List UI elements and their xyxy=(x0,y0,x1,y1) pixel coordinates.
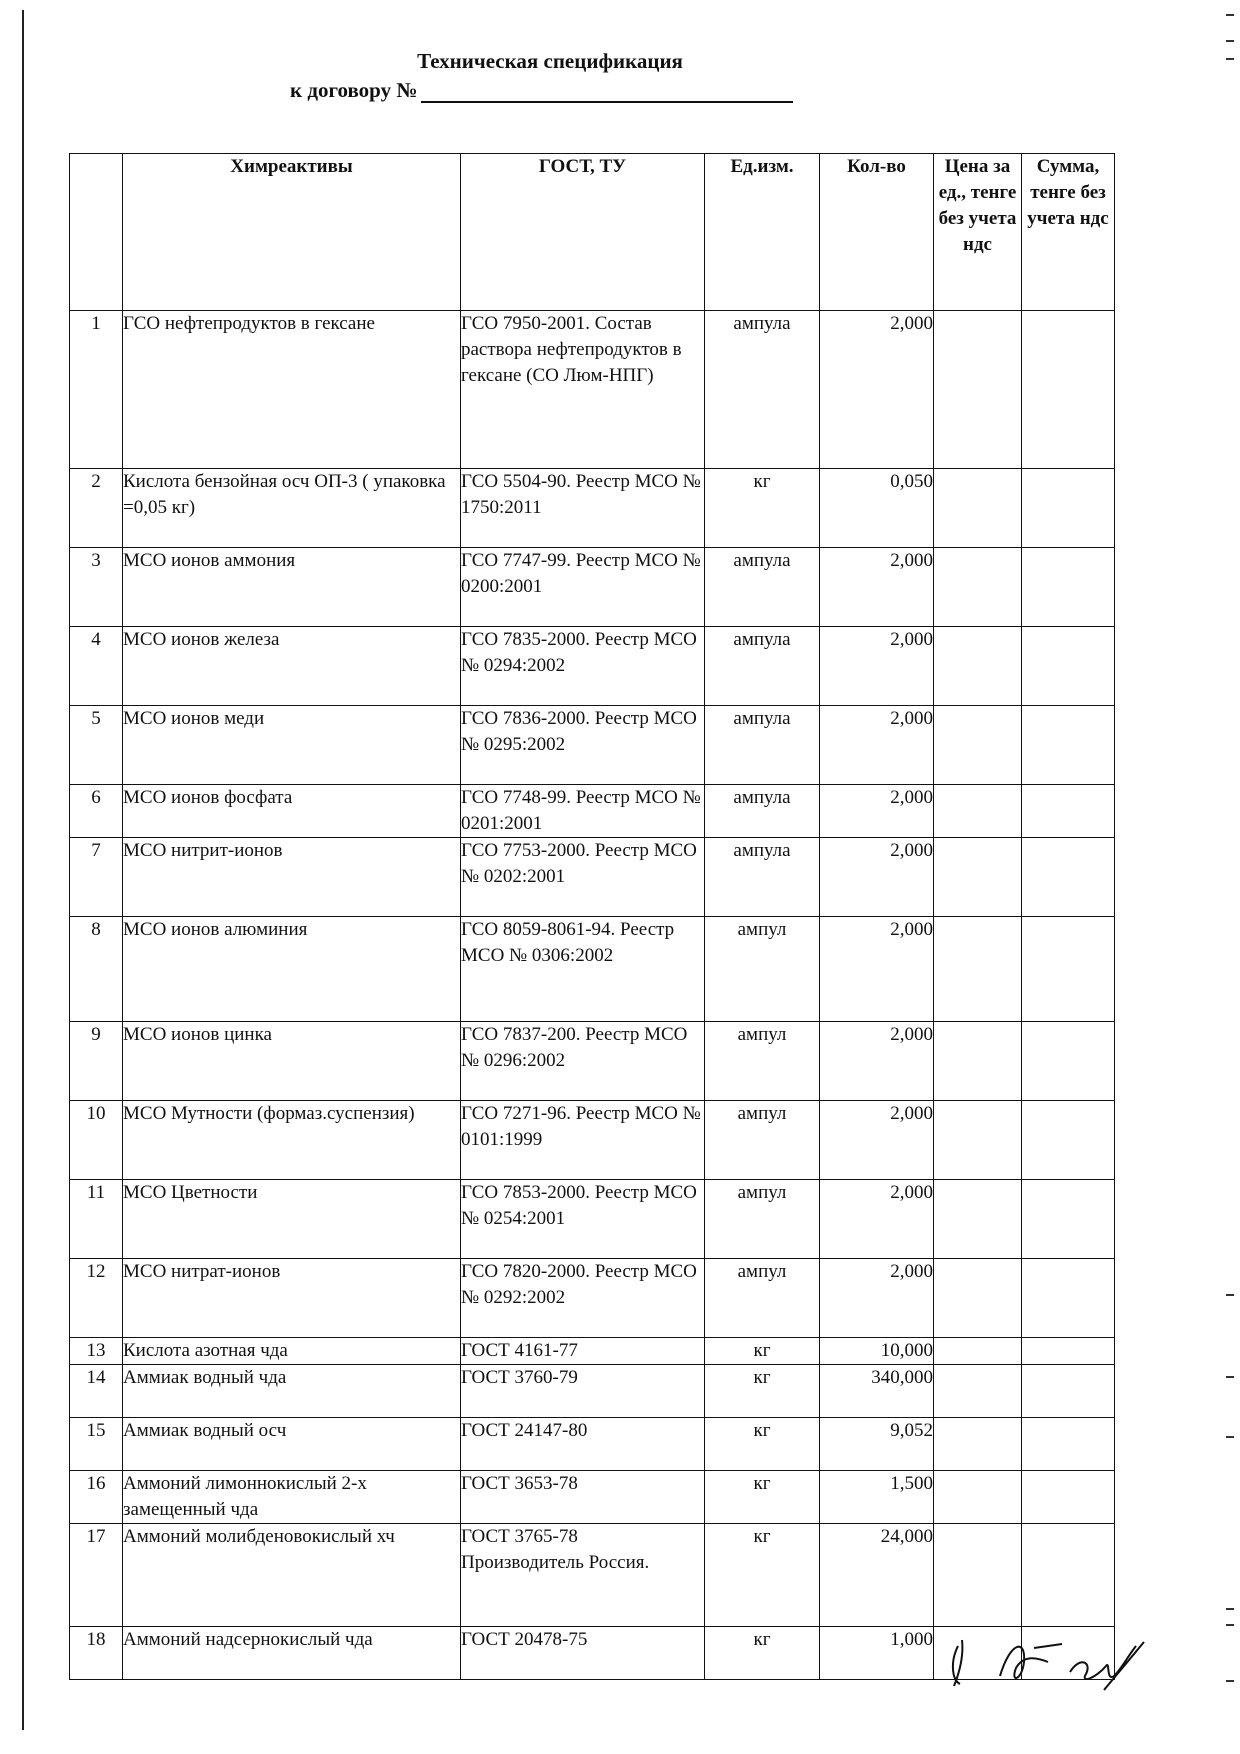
reagent-name: МСО Мутности (формаз.суспензия) xyxy=(123,1101,461,1180)
contract-label: к договору № xyxy=(290,78,418,102)
table-row xyxy=(70,1418,1115,1471)
gost-reference: ГСО 8059-8061-94. Реестр МСО № 0306:2002 xyxy=(461,917,705,1022)
gost-reference: ГСО 7853-2000. Реестр МСО № 0254:2001 xyxy=(461,1180,705,1259)
header-unit-price: Цена за ед., тенге без учета ндс xyxy=(934,154,1022,311)
unit-of-measure: кг xyxy=(705,469,820,548)
quantity: 10,000 xyxy=(820,1338,934,1365)
unit-of-measure: кг xyxy=(705,1418,820,1471)
quantity: 2,000 xyxy=(820,838,934,917)
table-row xyxy=(70,838,1115,917)
unit-of-measure: ампула xyxy=(705,311,820,469)
table-row xyxy=(70,1101,1115,1180)
row-number: 17 xyxy=(70,1524,123,1627)
total-cell xyxy=(1022,1418,1115,1471)
scan-margin-marks xyxy=(1226,0,1238,1754)
reagent-name: МСО Цветности xyxy=(123,1180,461,1259)
total-cell xyxy=(1022,785,1115,838)
unit-of-measure: ампула xyxy=(705,785,820,838)
table-row xyxy=(70,1259,1115,1338)
reagent-name: МСО нитрит-ионов xyxy=(123,838,461,917)
quantity: 2,000 xyxy=(820,1101,934,1180)
reagent-name: ГСО нефтепродуктов в гексане xyxy=(123,311,461,469)
row-number: 7 xyxy=(70,838,123,917)
quantity: 340,000 xyxy=(820,1365,934,1418)
reagent-name: МСО нитрат-ионов xyxy=(123,1259,461,1338)
gost-reference: ГОСТ 4161-77 xyxy=(461,1338,705,1365)
reagent-name: МСО ионов фосфата xyxy=(123,785,461,838)
gost-reference: ГСО 7748-99. Реестр МСО № 0201:2001 xyxy=(461,785,705,838)
unit-of-measure: кг xyxy=(705,1365,820,1418)
unit-price-cell xyxy=(934,1259,1022,1338)
table-row xyxy=(70,1180,1115,1259)
unit-of-measure: ампула xyxy=(705,627,820,706)
quantity: 2,000 xyxy=(820,1022,934,1101)
quantity: 2,000 xyxy=(820,1180,934,1259)
unit-price-cell xyxy=(934,311,1022,469)
unit-of-measure: кг xyxy=(705,1524,820,1627)
reagent-name: Кислота азотная чда xyxy=(123,1338,461,1365)
table-row xyxy=(70,469,1115,548)
total-cell xyxy=(1022,1101,1115,1180)
document-title: Техническая спецификация xyxy=(417,49,683,73)
quantity: 2,000 xyxy=(820,311,934,469)
unit-of-measure: ампул xyxy=(705,1259,820,1338)
signature xyxy=(940,1632,1150,1692)
unit-of-measure: ампул xyxy=(705,1180,820,1259)
quantity: 2,000 xyxy=(820,917,934,1022)
reagent-name: МСО ионов аммония xyxy=(123,548,461,627)
unit-of-measure: ампула xyxy=(705,548,820,627)
total-cell xyxy=(1022,1471,1115,1524)
table-header-row xyxy=(70,154,1115,311)
total-cell xyxy=(1022,1022,1115,1101)
quantity: 1,000 xyxy=(820,1627,934,1680)
header-reagents: Химреактивы xyxy=(123,154,461,311)
unit-of-measure: ампул xyxy=(705,917,820,1022)
contract-line xyxy=(290,78,793,103)
gost-reference: ГОСТ 24147-80 xyxy=(461,1418,705,1471)
unit-price-cell xyxy=(934,1418,1022,1471)
quantity: 0,050 xyxy=(820,469,934,548)
gost-reference: ГСО 7835-2000. Реестр МСО № 0294:2002 xyxy=(461,627,705,706)
unit-price-cell xyxy=(934,1365,1022,1418)
header-gost: ГОСТ, ТУ xyxy=(461,154,705,311)
unit-of-measure: ампул xyxy=(705,1022,820,1101)
table-row xyxy=(70,785,1115,838)
gost-reference: ГСО 7747-99. Реестр МСО № 0200:2001 xyxy=(461,548,705,627)
quantity: 2,000 xyxy=(820,548,934,627)
reagent-name: Аммиак водный чда xyxy=(123,1365,461,1418)
page-edge-line xyxy=(22,10,24,1730)
unit-of-measure: кг xyxy=(705,1627,820,1680)
table-row xyxy=(70,706,1115,785)
unit-price-cell xyxy=(934,1180,1022,1259)
specification-table xyxy=(69,153,1115,1680)
table-row xyxy=(70,548,1115,627)
reagent-name: Аммоний надсернокислый чда xyxy=(123,1627,461,1680)
table-row xyxy=(70,1022,1115,1101)
document-header xyxy=(0,48,1100,74)
gost-reference: ГСО 7837-200. Реестр МСО № 0296:2002 xyxy=(461,1022,705,1101)
total-cell xyxy=(1022,469,1115,548)
header-quantity: Кол-во xyxy=(820,154,934,311)
unit-of-measure: ампул xyxy=(705,1101,820,1180)
row-number: 13 xyxy=(70,1338,123,1365)
unit-price-cell xyxy=(934,627,1022,706)
row-number: 12 xyxy=(70,1259,123,1338)
header-total: Сумма, тенге без учета ндс xyxy=(1022,154,1115,311)
quantity: 2,000 xyxy=(820,706,934,785)
quantity: 2,000 xyxy=(820,627,934,706)
table-row xyxy=(70,917,1115,1022)
gost-reference: ГСО 7820-2000. Реестр МСО № 0292:2002 xyxy=(461,1259,705,1338)
gost-reference: ГСО 5504-90. Реестр МСО № 1750:2011 xyxy=(461,469,705,548)
gost-reference: ГСО 7950-2001. Состав раствора нефтепродуктов в гексане (СО Люм-НПГ) xyxy=(461,311,705,469)
table-row xyxy=(70,1338,1115,1365)
total-cell xyxy=(1022,706,1115,785)
row-number: 15 xyxy=(70,1418,123,1471)
gost-reference: ГОСТ 3760-79 xyxy=(461,1365,705,1418)
row-number: 11 xyxy=(70,1180,123,1259)
quantity: 9,052 xyxy=(820,1418,934,1471)
unit-of-measure: кг xyxy=(705,1471,820,1524)
gost-reference: ГОСТ 3653-78 xyxy=(461,1471,705,1524)
total-cell xyxy=(1022,311,1115,469)
unit-price-cell xyxy=(934,1524,1022,1627)
unit-price-cell xyxy=(934,1022,1022,1101)
reagent-name: МСО ионов алюминия xyxy=(123,917,461,1022)
unit-price-cell xyxy=(934,1101,1022,1180)
row-number: 2 xyxy=(70,469,123,548)
row-number: 5 xyxy=(70,706,123,785)
total-cell xyxy=(1022,1365,1115,1418)
total-cell xyxy=(1022,1259,1115,1338)
quantity: 24,000 xyxy=(820,1524,934,1627)
gost-reference: ГСО 7753-2000. Реестр МСО № 0202:2001 xyxy=(461,838,705,917)
total-cell xyxy=(1022,917,1115,1022)
unit-price-cell xyxy=(934,469,1022,548)
unit-of-measure: кг xyxy=(705,1338,820,1365)
total-cell xyxy=(1022,627,1115,706)
row-number: 6 xyxy=(70,785,123,838)
unit-price-cell xyxy=(934,548,1022,627)
row-number: 18 xyxy=(70,1627,123,1680)
unit-of-measure: ампула xyxy=(705,706,820,785)
header-unit: Ед.изм. xyxy=(705,154,820,311)
total-cell xyxy=(1022,548,1115,627)
reagent-name: Аммиак водный осч xyxy=(123,1418,461,1471)
table-row xyxy=(70,311,1115,469)
row-number: 4 xyxy=(70,627,123,706)
gost-reference: ГСО 7271-96. Реестр МСО № 0101:1999 xyxy=(461,1101,705,1180)
table-row xyxy=(70,1365,1115,1418)
reagent-name: Аммоний молибденовокислый хч xyxy=(123,1524,461,1627)
table-row xyxy=(70,1471,1115,1524)
total-cell xyxy=(1022,1524,1115,1627)
total-cell xyxy=(1022,1338,1115,1365)
total-cell xyxy=(1022,1180,1115,1259)
quantity: 1,500 xyxy=(820,1471,934,1524)
reagent-name: МСО ионов железа xyxy=(123,627,461,706)
contract-number-blank xyxy=(421,81,793,103)
quantity: 2,000 xyxy=(820,1259,934,1338)
unit-price-cell xyxy=(934,785,1022,838)
table-row xyxy=(70,627,1115,706)
gost-reference: ГОСТ 20478-75 xyxy=(461,1627,705,1680)
row-number: 10 xyxy=(70,1101,123,1180)
row-number: 14 xyxy=(70,1365,123,1418)
unit-price-cell xyxy=(934,917,1022,1022)
reagent-name: Аммоний лимоннокислый 2-х замещенный чда xyxy=(123,1471,461,1524)
row-number: 9 xyxy=(70,1022,123,1101)
reagent-name: МСО ионов меди xyxy=(123,706,461,785)
reagent-name: Кислота бензойная осч ОП-3 ( упаковка =0,05 кг) xyxy=(123,469,461,548)
quantity: 2,000 xyxy=(820,785,934,838)
unit-price-cell xyxy=(934,1338,1022,1365)
unit-price-cell xyxy=(934,1471,1022,1524)
row-number: 16 xyxy=(70,1471,123,1524)
unit-price-cell xyxy=(934,838,1022,917)
header-num xyxy=(70,154,123,311)
unit-price-cell xyxy=(934,706,1022,785)
row-number: 1 xyxy=(70,311,123,469)
total-cell xyxy=(1022,838,1115,917)
row-number: 8 xyxy=(70,917,123,1022)
unit-of-measure: ампула xyxy=(705,838,820,917)
gost-reference: ГСО 7836-2000. Реестр МСО № 0295:2002 xyxy=(461,706,705,785)
table-row xyxy=(70,1524,1115,1627)
reagent-name: МСО ионов цинка xyxy=(123,1022,461,1101)
gost-reference: ГОСТ 3765-78 Производитель Россия. xyxy=(461,1524,705,1627)
row-number: 3 xyxy=(70,548,123,627)
